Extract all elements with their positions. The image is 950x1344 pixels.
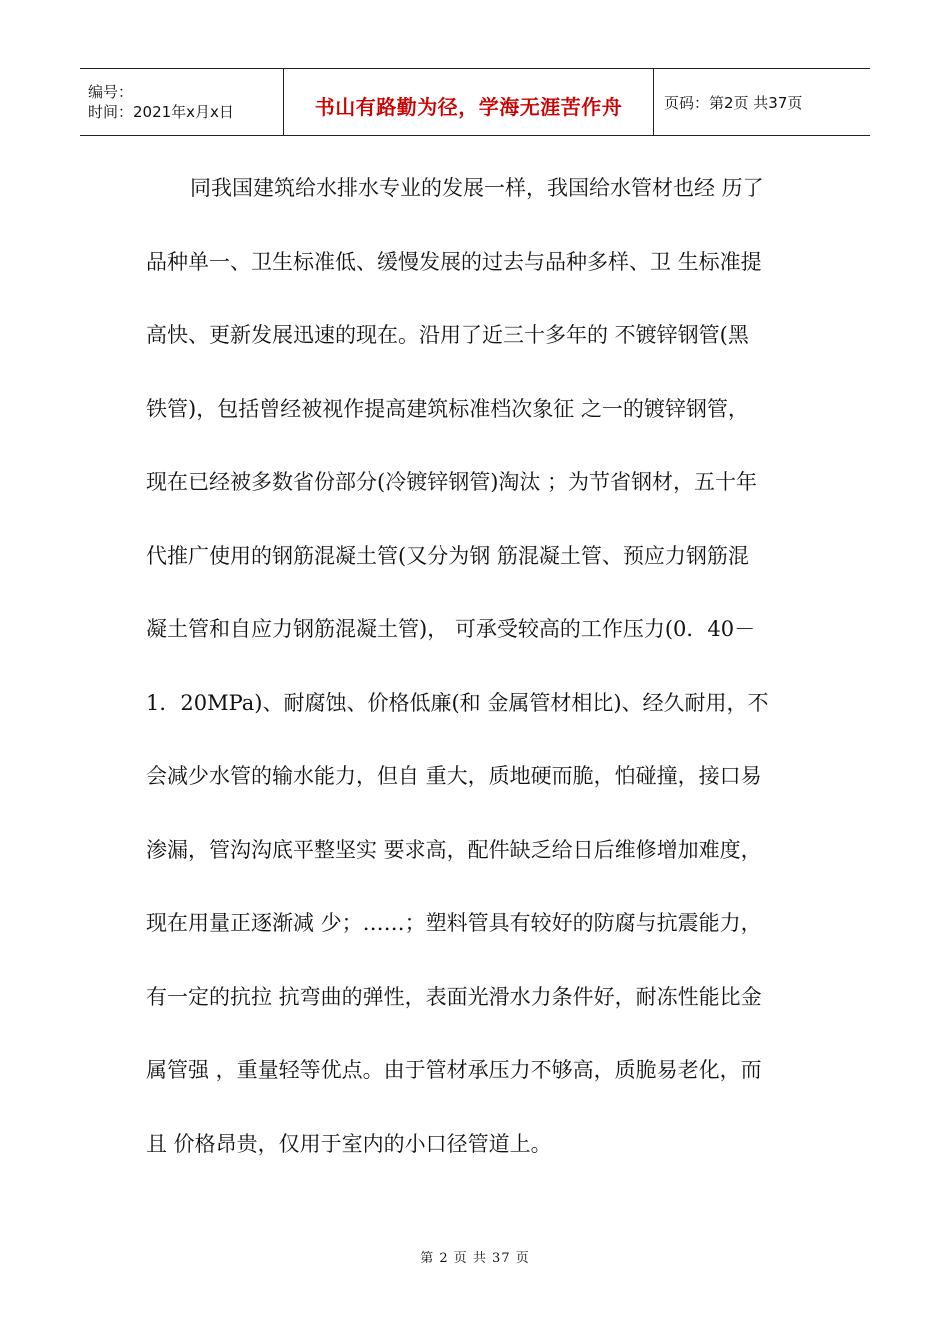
body-line: 有一定的抗拉 抗弯曲的弹性，表面光滑水力条件好，耐冻性能比金 (146, 984, 762, 1009)
header-page-info: 页码：第2页 共37页 (664, 93, 803, 112)
document-number-label: 编号： (88, 83, 134, 101)
body-line: 现在已经被多数省份部分(冷镀锌钢管)淘汰 ；为节省钢材，五十年 (146, 470, 758, 494)
page-footer: 第 2 页 共 37 页 (420, 1251, 530, 1266)
header-motto: 书山有路勤为径，学海无涯苦作舟 (314, 94, 623, 119)
body-line: 铁管)，包括曾经被视作提高建筑标准档次象征 之一的镀锌钢管， (146, 396, 749, 421)
header-motto-cell (283, 69, 654, 135)
header-page-info-cell (654, 69, 870, 135)
document-body (146, 152, 811, 1181)
page-header (80, 68, 870, 136)
body-line: 且 价格昂贵，仅用于室内的小口径管道上。 (146, 1131, 552, 1156)
body-line: 高快、更新发展迅速的现在。沿用了近三十多年的 不镀锌钢管(黑 (146, 323, 749, 347)
header-meta (80, 69, 283, 135)
body-line: 品种单一、卫生标准低、缓慢发展的过去与品种多样、卫 生标准提 (146, 249, 762, 274)
body-line: 会减少水管的输水能力，但自 重大，质地硬而脆，怕碰撞，接口易 (146, 764, 762, 788)
body-line: 渗漏，管沟沟底平整坚实 要求高，配件缺乏给日后维修增加难度， (146, 837, 762, 862)
body-line: 属管强 ，重量轻等优点。由于管材承压力不够高，质脆易老化，而 (146, 1058, 762, 1082)
body-line: 凝土管和自应力钢筋混凝土管)， 可承受较高的工作压力(0．40－ (146, 617, 756, 641)
body-line: 1．20MPa)、耐腐蚀、价格低廉(和 金属管材相比)、经久耐用，不 (146, 690, 769, 715)
body-line: 同我国建筑给水排水专业的发展一样，我国给水管材也经 历了 (190, 176, 764, 200)
document-time-label: 时间：2021年x月x日 (88, 103, 234, 121)
body-line: 代推广使用的钢筋混凝土管(又分为钢 筋混凝土管、预应力钢筋混 (146, 543, 749, 568)
body-line: 现在用量正逐渐减 少；……；塑料管具有较好的防腐与抗震能力， (146, 911, 762, 935)
